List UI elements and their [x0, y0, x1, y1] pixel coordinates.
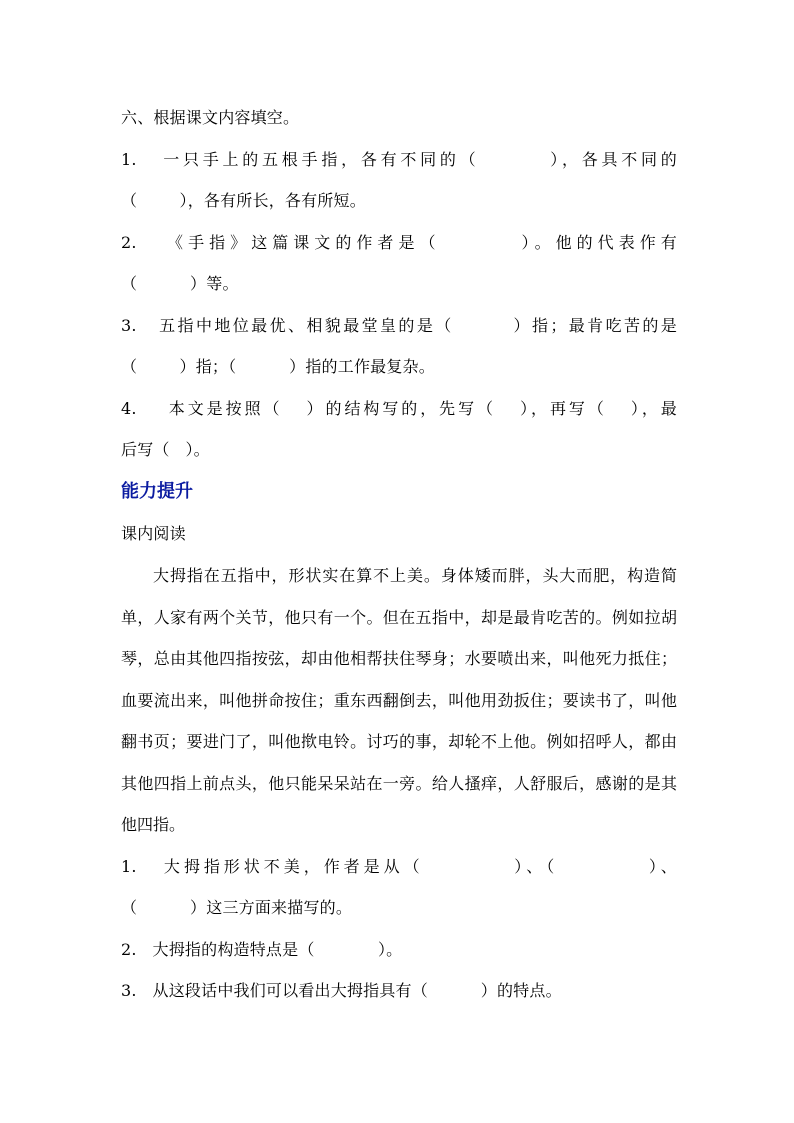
reading-question-1-line-1: 1. 大拇指形状不美，作者是从（ ）、（ ）、 — [121, 857, 677, 876]
reading-question-1-line-2: （ ）这三方面来描写的。 — [121, 898, 353, 917]
question-4-line-1: 4. 本文是按照（ ）的结构写的，先写（ ），再写（ ），最 — [121, 399, 677, 418]
question-2-line-1: 2. 《手指》这篇课文的作者是（ ）。他的代表作有 — [121, 233, 677, 252]
question-3-line-2: （ ）指；（ ）指的工作最复杂。 — [121, 357, 435, 376]
reading-question-3: 3. 从这段话中我们可以看出大拇指具有（ ）的特点。 — [121, 981, 562, 1000]
question-3-line-1: 3. 五指中地位最优、相貌最堂皇的是（ ）指；最肯吃苦的是 — [121, 316, 677, 335]
question-1-line-1: 1. 一只手上的五根手指，各有不同的（ ），各具不同的 — [121, 150, 677, 169]
section-six-title: 六、根据课文内容填空。 — [121, 108, 300, 127]
question-1-line-2: （ ），各有所长，各有所短。 — [121, 191, 366, 210]
question-4-line-2: 后写（ ）。 — [121, 440, 210, 459]
question-2-line-2: （ ）等。 — [121, 274, 239, 293]
reading-passage — [121, 555, 677, 846]
reading-question-2: 2. 大拇指的构造特点是（ ）。 — [121, 940, 403, 959]
section-heading-ability: 能力提升 — [121, 481, 193, 502]
reading-subheading: 课内阅读 — [121, 524, 186, 543]
passage-text: 大拇指在五指中，形状实在算不上美。身体矮而胖，头大而肥，构造简单，人家有两个关节，他只有一个。但在五指中，却是最肯吃苦的。例如拉胡琴，总由其他四指按弦，却由他相帮扶住琴身；水要喷出来，叫他死力抵住；血要流出来，叫他拼命按住；重东西翻倒去，叫他用劲扳住；要读书了，叫他翻书页；要进门了，叫他揿电铃。讨巧的事，却轮不上他。例如招呼人，都由其他四指上前点头，他只能呆呆站在一旁。给人搔痒，人舒服后，感谢的是其他四指。 — [121, 566, 677, 834]
